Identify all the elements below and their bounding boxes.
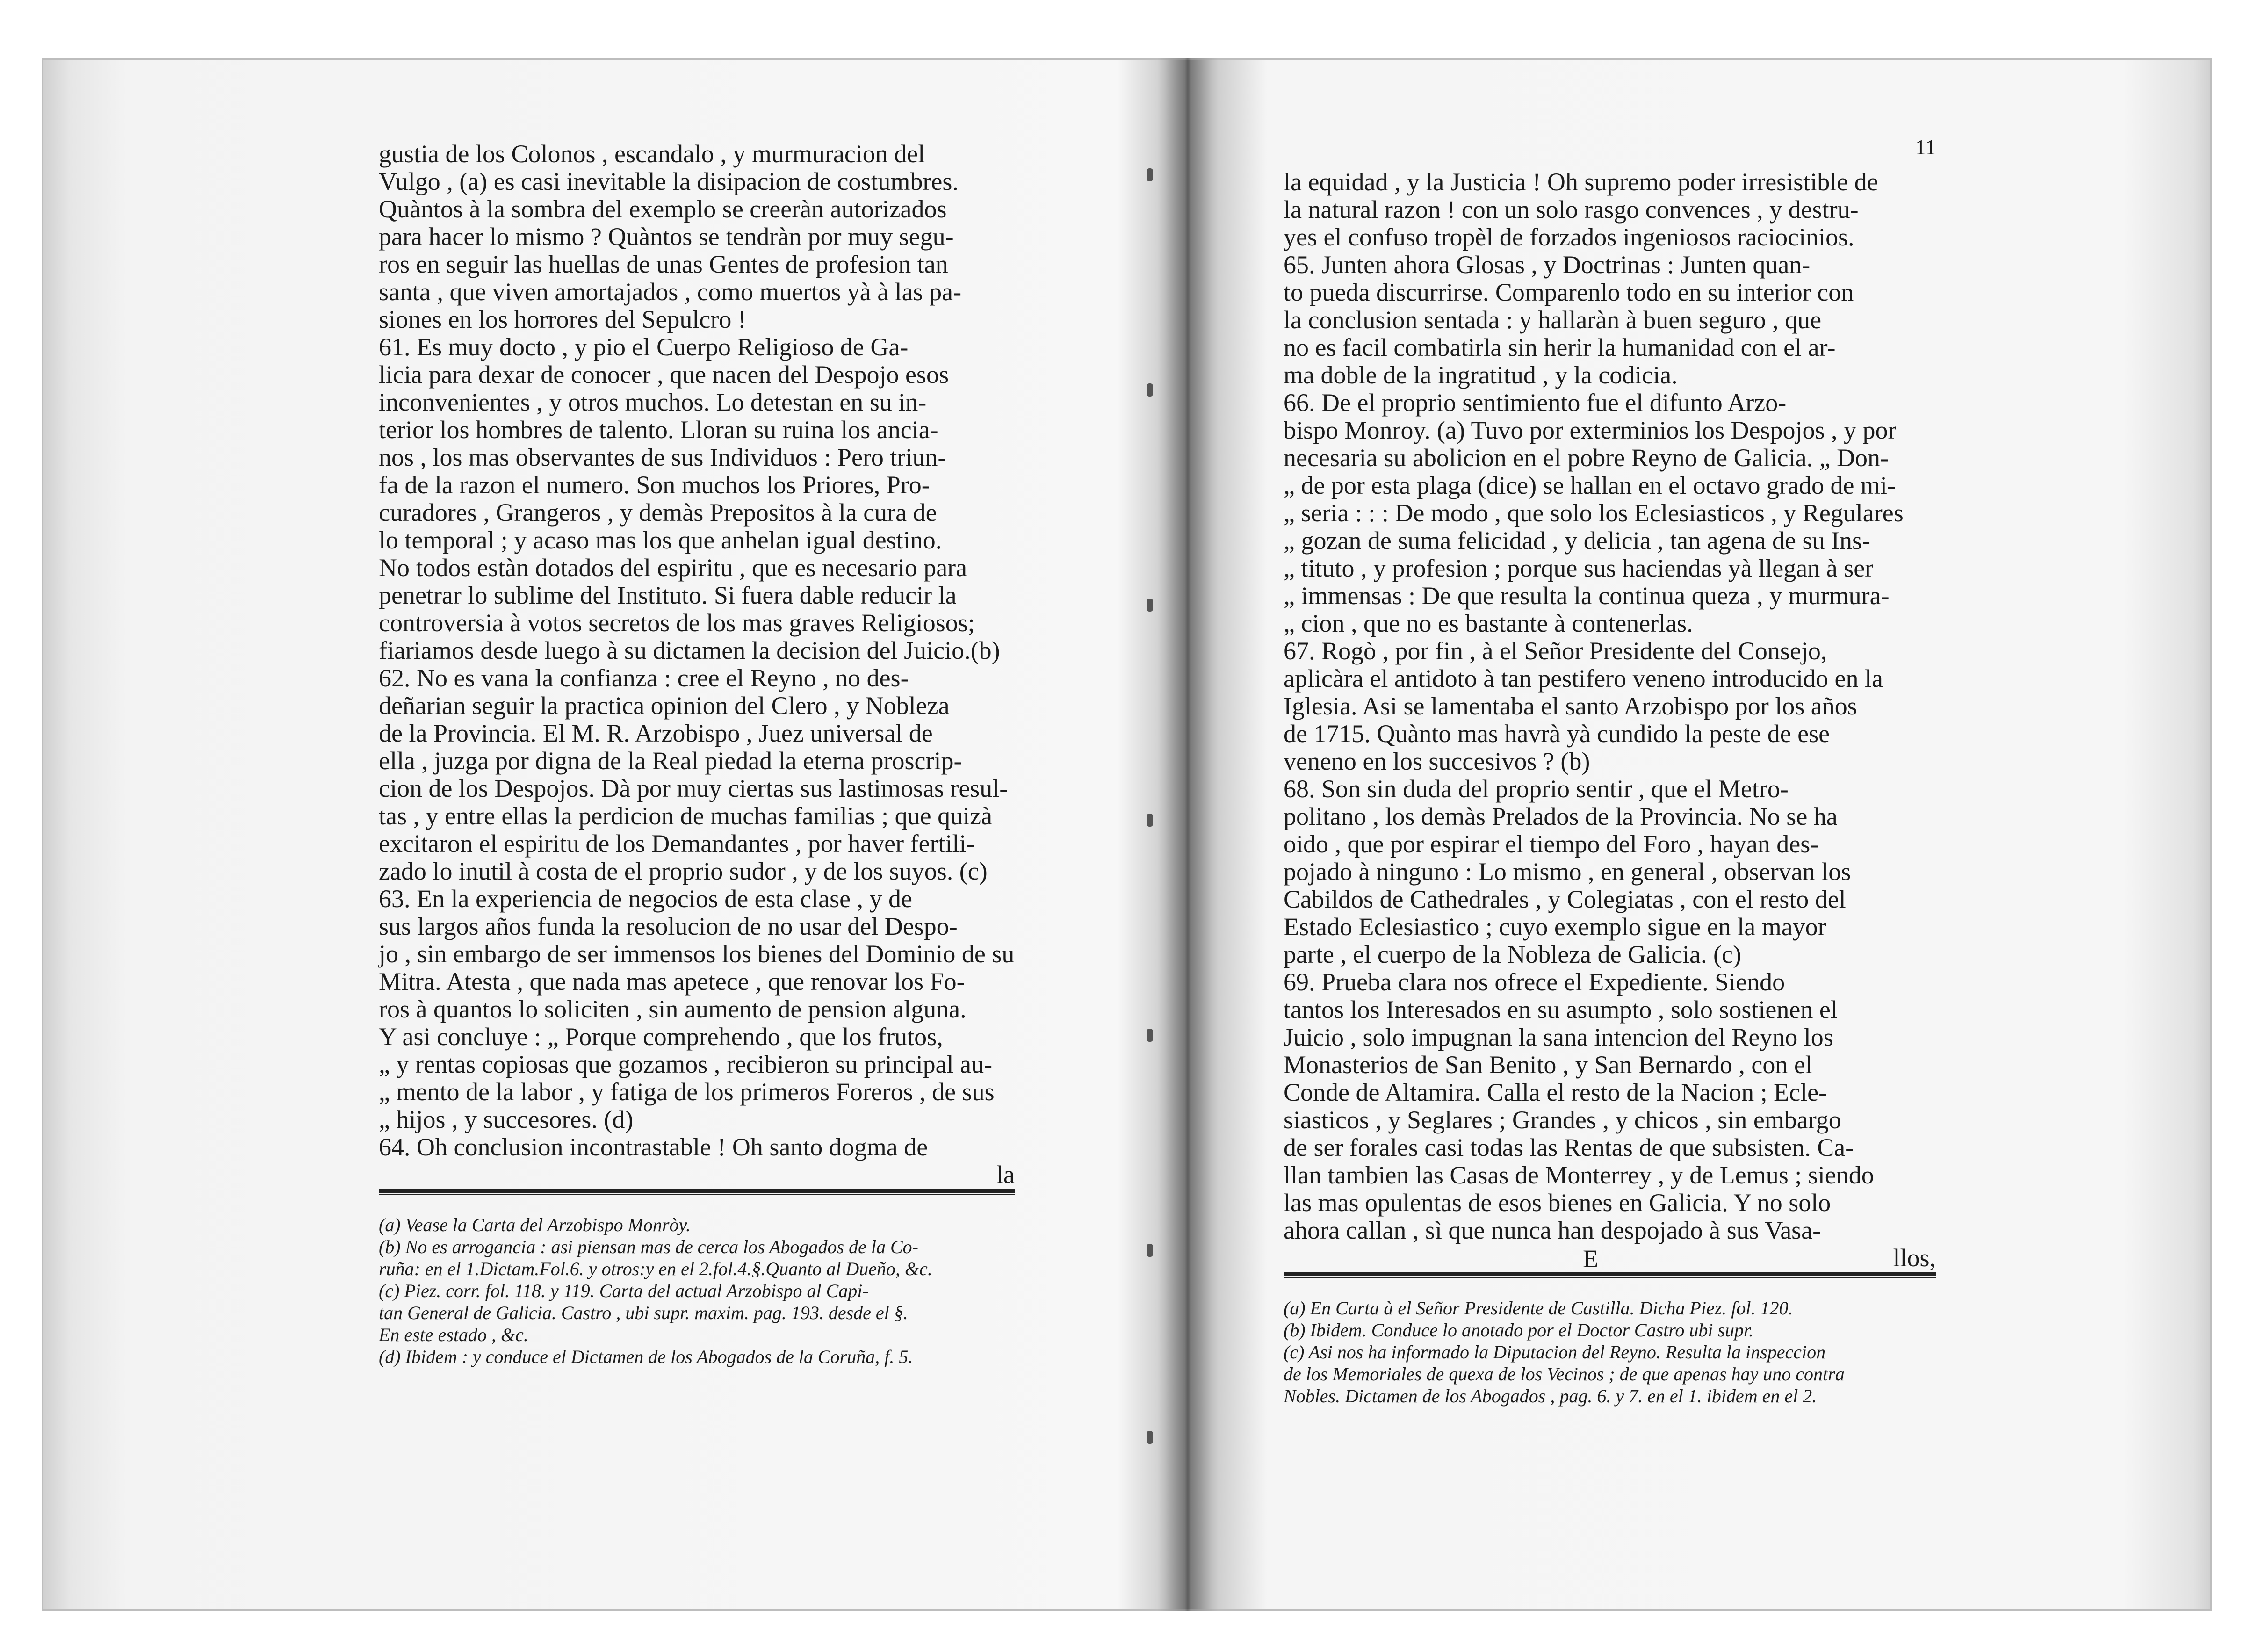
footnote-rule: [379, 1189, 1015, 1195]
left-footnotes: [379, 1214, 1015, 1368]
right-footnotes: [1284, 1297, 1936, 1407]
binding-thread: [1147, 1431, 1153, 1444]
left-page-catchword: la: [996, 1161, 1015, 1189]
page-number: 11: [1915, 135, 1936, 159]
footnote: (c) Piez. corr. fol. 118. y 119. Carta del actual Arzobispo al Capi- tan General de Galicia. Castro , ubi supr. maxim. pag. 193. desde el §. En este estado , &c.: [379, 1280, 908, 1345]
footnote: (b) Ibidem. Conduce lo anotado por el Doctor Castro ubi supr.: [1284, 1320, 1754, 1341]
binding-thread: [1147, 168, 1153, 181]
footnote: (d) Ibidem : y conduce el Dictamen de los Abogados de la Coruña, f. 5.: [379, 1346, 913, 1367]
binding-thread: [1147, 1244, 1153, 1257]
binding-thread: [1147, 383, 1153, 397]
binding-thread: [1147, 814, 1153, 827]
right-page: [1284, 135, 1936, 1407]
binding-thread: [1147, 599, 1153, 612]
right-page-body: la equidad , y la Justicia ! Oh supremo poder irresistible de la natural razon ! con un solo rasgo convences , y destru- yes el confuso tropèl de forzados ingeniosos raciocinios. 65. Junten ahora Glosas , y Doctrinas : Junten quan- to pueda discurrirse. Comparenlo todo en su interior con la conclusion sentada : y hallaràn à buen seguro , que no es facil combatirla sin herir la humanidad con el ar- ma doble de la ingratitud , y la codicia. 66. De el proprio sentimiento fue el difunto Arzo- bispo Monroy. (a) Tuvo por exterminios los Despojos , y por necesaria su abolicion en el pobre Reyno de Galicia. „ Don- „ de por esta plaga (dice) se hallan en el octavo grado de mi- „ seria : : : De modo , que solo los Eclesiasticos , y Regulares „ gozan de suma felicidad , y delicia , tan agena de su Ins- „ tituto , y profesion ; porque sus haciendas yà llegan à ser „ immensas : De que resulta la continua queza , y murmura- „ cion , que no es bastante à contenerlas. 67. Rogò , por fin , à el Señor Presidente del Consejo, aplicàra el antidoto à tan pestifero veneno introducido en la Iglesia. Asi se lamentaba el santo Arzobispo por los años de 1715. Quànto mas havrà yà cundido la peste de ese veneno en los succesivos ? (b) 68. Son sin duda del proprio sentir , que el Metro- politano , los demàs Prelados de la Provincia. No se ha oido , que por espirar el tiempo del Foro , hayan des- pojado à ninguno : Lo mismo , en general , observan los Cabildos de Cathedrales , y Colegiatas , con el resto del Estado Eclesiastico ; cuyo exemplo sigue en la mayor parte , el cuerpo de la Nobleza de Galicia. (c) 69. Prueba clara nos ofrece el Expediente. Siendo tantos los Interesados en su asumpto , solo sostienen el Juicio , solo impugnan la sana intencion del Reyno los Monasterios de San Benito , y San Bernardo , con el Conde de Altamira. Calla el resto de la Nacion ; Ecle- siasticos , y Seglares ; Grandes , y chicos , sin embargo de ser forales casi todas las Rentas de que subsisten. Ca- llan tambien las Casas de Monterrey , y de Lemus ; siendo las mas opulentas de esos bienes en Galicia. Y no solo ahora callan , sì que nunca han despojado à sus Vasa-: [1284, 168, 1904, 1244]
left-page-body: gustia de los Colonos , escandalo , y murmuracion del Vulgo , (a) es casi inevitable la disipacion de costumbres. Quàntos à la sombra del exemplo se creeràn autorizados para hacer lo mismo ? Quàntos se tendràn por muy segu- ros en seguir las huellas de unas Gentes de profesion tan santa , que viven amortajados , como muertos yà à las pa- siones en los horrores del Sepulcro ! 61. Es muy docto , y pio el Cuerpo Religioso de Ga- licia para dexar de conocer , que nacen del Despojo esos inconvenientes , y otros muchos. Lo detestan en su in- terior los hombres de talento. Lloran su ruina los ancia- nos , los mas observantes de sus Individuos : Pero triun- fa de la razon el numero. Son muchos los Priores, Pro- curadores , Grangeros , y demàs Prepositos à la cura de lo temporal ; y acaso mas los que anhelan igual destino. No todos estàn dotados del espiritu , que es necesario para penetrar lo sublime del Instituto. Si fuera dable reducir la controversia à votos secretos de los mas graves Religiosos; fiariamos desde luego à su dictamen la decision del Juicio.(b) 62. No es vana la confianza : cree el Reyno , no des- deñarian seguir la practica opinion del Clero , y Nobleza de la Provincia. El M. R. Arzobispo , Juez universal de ella , juzga por digna de la Real piedad la eterna proscrip- cion de los Despojos. Dà por muy ciertas sus lastimosas resul- tas , y entre ellas la perdicion de muchas familias ; que quizà excitaron el espiritu de los Demandantes , por haver fertili- zado lo inutil à costa de el proprio sudor , y de los suyos. (c) 63. En la experiencia de negocios de esta clase , y de sus largos años funda la resolucion de no usar del Despo- jo , sin embargo de ser immensos los bienes del Dominio de su Mitra. Atesta , que nada mas apetece , que renovar los Fo- ros à quantos lo soliciten , sin aumento de pension alguna. Y asi concluye : „ Porque comprehendo , que los frutos, „ y rentas copiosas que gozamos , recibieron su principal au- „ mento de la labor , y fatiga de los primeros Foreros , de sus „ hijos , y succesores. (d) 64. Oh conclusion incontrastable ! Oh santo dogma de: [379, 140, 1015, 1161]
footnote: (b) No es arrogancia : asi piensan mas de cerca los Abogados de la Co- ruña: en el 1.Dictam.Fol.6. y otros:y en el 2.fol.4.§.Quanto al Dueño, &c.: [379, 1236, 932, 1279]
footnote-rule: [1284, 1272, 1936, 1278]
left-page: [379, 140, 1015, 1368]
footnote: (c) Asi nos ha informado la Diputacion del Reyno. Resulta la inspeccion de los Memoriales de quexa de los Vecinos ; de que apenas hay uno contra Nobles. Dictamen de los Abogados , pag. 6. y 7. en el 1. ibidem en el 2.: [1284, 1342, 1845, 1407]
binding-thread: [1147, 1029, 1153, 1042]
signature-mark: E: [1583, 1245, 1598, 1273]
book-gutter: [1157, 58, 1218, 1611]
footnote: (a) En Carta à el Señor Presidente de Castilla. Dicha Piez. fol. 120.: [1284, 1298, 1793, 1319]
right-page-catchword: llos,: [1893, 1244, 1936, 1272]
footnote: (a) Vease la Carta del Arzobispo Monròy.: [379, 1214, 691, 1235]
